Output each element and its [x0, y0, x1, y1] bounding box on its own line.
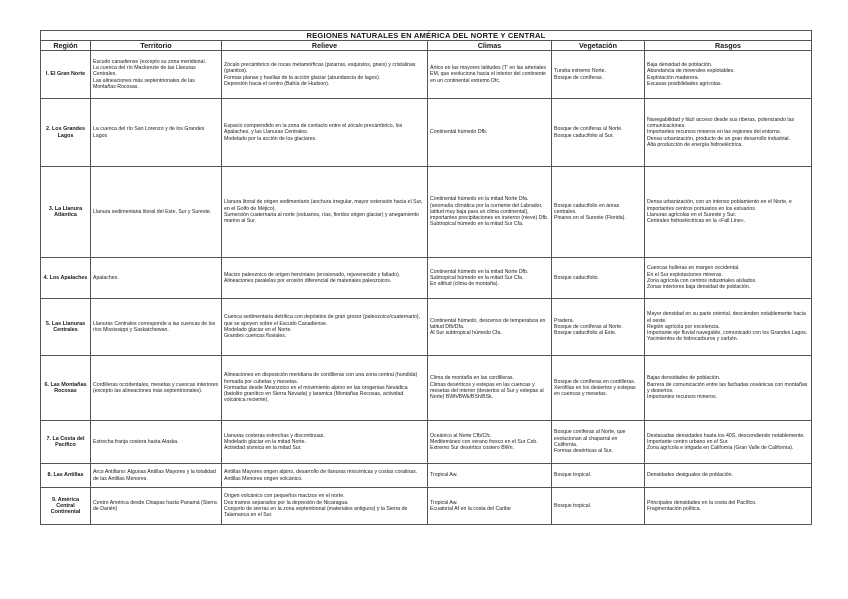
rasgos-cell: [645, 258, 812, 299]
relieve-line: Alineaciones paralelas por erosión diferencial de materiales paleozoicos.: [224, 278, 392, 284]
climas-cell: [428, 356, 552, 421]
territorio-line: Apalaches.: [93, 274, 119, 281]
climas-line: Tropical Aw.: [430, 472, 458, 479]
relieve-line: Antillas Menores origen volcánico.: [224, 475, 303, 482]
table-row: [41, 299, 812, 356]
region-cell: 2. Los Grandes Lagos: [41, 99, 91, 167]
rasgos-line: Cuencas hulleras en margen occidental.: [647, 265, 740, 272]
rasgos-line: Fragmentación política.: [647, 506, 701, 512]
header-relieve: Relieve: [222, 41, 428, 51]
climas-cell: [428, 421, 552, 464]
table-title: REGIONES NATURALES EN AMÉRICA DEL NORTE Y CENTRAL: [41, 31, 812, 41]
climas-line: Tropical Aw.: [430, 499, 458, 506]
rasgos-line: Importante eje fluvial navegable, comunicado con los Grandes Lagos.: [647, 330, 808, 337]
relieve-cell: [222, 488, 428, 525]
climas-cell: [428, 299, 552, 356]
territorio-line: Las alineaciones más septentrionales de las Montañas Rocosas.: [93, 77, 195, 90]
rasgos-line: Densa urbanización, producto de un gran desarrollo industrial.: [647, 135, 791, 142]
relieve-cell: [222, 51, 428, 99]
rasgos-cell: [645, 299, 812, 356]
climas-line: Continental húmedo, descenso de temperatura en latitud Dfb/Dfa.: [430, 317, 546, 330]
vegetacion-line: Pinares en el Sureste (Florida).: [554, 215, 626, 222]
rasgos-cell: [645, 51, 812, 99]
territorio-line: Llanuras Centrales corresponde a las cuencas de los ríos Mississippi y Saskatchewan.: [93, 320, 216, 333]
rasgos-cell: [645, 356, 812, 421]
relieve-cell: [222, 356, 428, 421]
climas-line: En altitud (clima de montaña).: [430, 281, 499, 288]
table-row: [41, 51, 812, 99]
territorio-cell: [91, 299, 222, 356]
relieve-line: Dos tramos separados por la depresión de Nicaragua.: [224, 499, 349, 506]
table-row: [41, 99, 812, 167]
relieve-line: Origen volcánico con pequeños macizos en el norte.: [224, 493, 345, 500]
table-body: [41, 51, 812, 525]
territorio-cell: [91, 99, 222, 167]
territorio-line: La cuenca del río Mackenzie de las Llanuras Centrales.: [93, 65, 196, 78]
territorio-cell: [91, 167, 222, 258]
relieve-line: Grandes cuencas fluviales.: [224, 333, 287, 340]
rasgos-line: Yacimientos de hidrocarburos y carbón.: [647, 336, 739, 343]
relieve-cell: [222, 167, 428, 258]
relieve-line: Depresión hacia el centro (Bahía de Hudson).: [224, 80, 330, 87]
rasgos-line: Navegabilidad y fácil acceso desde sus riberas, potenciando las comunicaciones.: [647, 116, 795, 130]
table-row: [41, 258, 812, 299]
vegetacion-line: Bosque tropical.: [554, 502, 592, 509]
territorio-line: Cordilleras occidentales, mesetas y cuencas interiores (excepto las alineaciones más septentrionales).: [93, 381, 219, 394]
table-row: [41, 488, 812, 525]
relieve-cell: [222, 299, 428, 356]
climas-cell: [428, 258, 552, 299]
header-region: Región: [41, 41, 91, 51]
vegetacion-line: Bosque caducifolio al Este.: [554, 330, 617, 337]
relieve-cell: [222, 258, 428, 299]
territorio-line: Llanura sedimentaria litoral del Este, Sur y Sureste.: [93, 208, 212, 215]
vegetacion-line: Xerófilas en los desiertos y estepas en cuencas y mesetas.: [554, 384, 636, 398]
rasgos-line: Densa urbanización, con un intenso poblamiento en el Norte, e importantes centros portuarios en los estuarios.: [647, 199, 792, 212]
territorio-line: Escudo canadiense (excepto su zona meridional.: [93, 58, 207, 65]
relieve-line: Antillas Mayores origen alpino, desarrollo de llanuras miocénicas y costas coralinas.: [224, 469, 418, 476]
territorio-cell: [91, 464, 222, 488]
climas-line: Continental húmedo en la mitad Norte Dfa.: [430, 196, 529, 203]
region-cell: 5. Las Llanuras Centrales: [41, 299, 91, 356]
rasgos-line: Zona agrícola e irrigada en California (Gran Valle de California).: [647, 445, 794, 452]
region-cell: 4. Los Apalaches: [41, 258, 91, 299]
rasgos-line: Importantes recursos mineros.: [647, 394, 718, 401]
territorio-cell: [91, 488, 222, 525]
rasgos-line: Región agrícola por excelencia.: [647, 323, 720, 330]
rasgos-line: Importante centro urbano en el Sur.: [647, 438, 729, 445]
relieve-line: Modelado por la acción de los glaciares.: [224, 135, 317, 142]
climas-line: Mediterráneo con verano fresco en el Sur Csb.: [430, 438, 538, 445]
region-cell: 8. Las Antillas: [41, 464, 91, 488]
climas-cell: [428, 167, 552, 258]
vegetacion-line: Bosque coníferas al Norte, que evolucionan al chaparral en California.: [554, 429, 626, 448]
vegetacion-cell: [552, 299, 645, 356]
rasgos-line: Escasas posibilidades agrícolas.: [647, 80, 722, 87]
climas-cell: [428, 51, 552, 99]
vegetacion-cell: [552, 464, 645, 488]
rasgos-line: Destacadas densidades hasta los 40S, descendiendo notablemente.: [647, 432, 805, 439]
rasgos-line: Explotación maderera.: [647, 74, 699, 81]
vegetacion-cell: [552, 99, 645, 167]
rasgos-line: Principales densidades en la costa del Pacífico.: [647, 499, 757, 506]
rasgos-line: Importantes recursos mineros en las regiones del entorno.: [647, 129, 782, 136]
relieve-line: Cuenca sedimentaria detrítica con depósitos de gran grosor (paleozoico/cuaternario), que se apoyen sobre el Escudo Canadiense.: [224, 314, 421, 327]
header-climas: Climas: [428, 41, 552, 51]
rasgos-line: Llanuras agrícolas en el Sureste y Sur.: [647, 212, 737, 218]
rasgos-line: En el Sur explotaciones mineras.: [647, 271, 723, 278]
climas-line: Climas desérticos y estepas en las cuencas y mesetas del interior (desiertos al Sur y estepas al Norte) BWh/BWk/BSh/BSk.: [430, 381, 544, 401]
territorio-cell: [91, 51, 222, 99]
header-rasgos: Rasgos: [645, 41, 812, 51]
relieve-line: Llanuras costeras estrechas y discontinuas.: [224, 432, 325, 439]
climas-line: Subtropical húmedo en la mitad Sur Cfa.: [430, 221, 524, 228]
climas-line: Extremo Sur desértico costero BWn.: [430, 445, 514, 452]
vegetacion-line: Bosque de coníferas al Norte.: [554, 323, 623, 330]
territorio-cell: [91, 421, 222, 464]
relieve-cell: [222, 99, 428, 167]
vegetacion-line: Pradera.: [554, 317, 574, 324]
table-row: [41, 464, 812, 488]
vegetacion-line: Tundra extremo Norte.: [554, 68, 606, 75]
rasgos-line: Alta producción de energía hidroeléctrica.: [647, 141, 743, 148]
rasgos-line: Centrales hidroeléctricas en la «Fall Line».: [647, 218, 746, 225]
regions-table: [40, 30, 812, 525]
region-cell: 7. La Costa del Pacífico: [41, 421, 91, 464]
rasgos-cell: [645, 167, 812, 258]
vegetacion-line: Bosque tropical.: [554, 472, 592, 479]
rasgos-line: Zonas interiores baja densidad de población.: [647, 284, 751, 291]
climas-line: Continental húmedo en la mitad Norte Dfb.: [430, 268, 529, 275]
relieve-line: Formadas desde Mesozoico en el movimiento alpino en las orogenias Nevádica (batolito granítico en Sierra Nevada) y laramica (Montañas Rocosas, actividad volcánica reciente).: [224, 384, 408, 404]
territorio-line: La cuenca del río San Lorenzo y de los Grandes Lagos: [93, 126, 205, 139]
vegetacion-cell: [552, 51, 645, 99]
climas-line: Ecuatorial Af en la costa del Caribe: [430, 506, 511, 512]
climas-cell: [428, 99, 552, 167]
table-row: [41, 356, 812, 421]
rasgos-line: Densidades desiguales de población.: [647, 472, 733, 479]
relieve-line: Macizo paleozoico de origen herciniano (erosionado, rejuvenecido y fallado).: [224, 271, 401, 278]
relieve-line: Modelado glaciar en la mitad Norte.: [224, 438, 306, 445]
rasgos-cell: [645, 99, 812, 167]
vegetacion-line: Bosque de coníferas.: [554, 74, 604, 81]
rasgos-cell: [645, 421, 812, 464]
vegetacion-line: Bosque caducifolio en áreas centrales.: [554, 202, 620, 215]
region-cell: 9. América Central Continental: [41, 488, 91, 525]
relieve-line: Alineaciones en disposición meridiana de cordilleras con una zona central (hundida) formada por cubetas y mesetas.: [224, 372, 418, 385]
vegetacion-cell: [552, 258, 645, 299]
climas-line: (anomalía climática por la corriente del Labrador, latitud muy baja para un clima continental), importantes precipitaciones en invierno (nieve) Dfb.: [430, 202, 549, 222]
relieve-line: Espacio comprendido en la zona de contacto entre el zócalo precámbrico, los Apalaches, y las Llanuras Centrales.: [224, 123, 403, 136]
vegetacion-line: Bosque caducifolio.: [554, 274, 599, 281]
vegetacion-cell: [552, 167, 645, 258]
relieve-cell: [222, 464, 428, 488]
rasgos-cell: [645, 488, 812, 525]
vegetacion-cell: [552, 421, 645, 464]
climas-line: Clima de montaña en las cordilleras.: [430, 375, 514, 382]
header-territorio: Territorio: [91, 41, 222, 51]
region-cell: 3. La Llanura Atlántica: [41, 167, 91, 258]
rasgos-cell: [645, 464, 812, 488]
vegetacion-line: Formas desérticas al Sur.: [554, 448, 613, 455]
rasgos-line: Barrera de comunicación entre las fachadas oceánicas con montañas y desiertos.: [647, 381, 808, 394]
table-row: [41, 167, 812, 258]
rasgos-line: Zona agrícola con centros industriales aislados.: [647, 278, 757, 284]
header-vegetacion: Vegetación: [552, 41, 645, 51]
relieve-line: Conjunto de sierras en la zona septentrional (materiales antiguos) y la Sierra de Talamanca en el Sur.: [224, 506, 408, 519]
region-cell: I. El Gran Norte: [41, 51, 91, 99]
rasgos-line: Mayor densidad en su parte oriental, descienden notablemente hacia el oeste.: [647, 311, 806, 324]
territorio-line: Estrecha franja costera hasta Alaska.: [93, 438, 179, 445]
relieve-line: Sumersión cuaternaria al norte (estuarios, rías, fiordos origen glaciar) y anegamiento marino al Sur.: [224, 212, 419, 225]
relieve-line: Llanura litoral de origen sedimentario (anchura irregular, mayor extensión hacia el Sur, en el Golfo de Méjico).: [224, 199, 423, 212]
climas-cell: [428, 464, 552, 488]
vegetacion-cell: [552, 488, 645, 525]
vegetacion-line: Bosque de coníferas al Norte.: [554, 126, 623, 133]
climas-line: Ártico en las mayores latitudes (T' en las arteriales EM, que evoluciona hacia el interior del continente en un continental extremo Dfc.: [430, 65, 547, 84]
vegetacion-cell: [552, 356, 645, 421]
territorio-cell: [91, 356, 222, 421]
climas-line: Subtropical húmedo en la mitad Sur Cfa.: [430, 274, 524, 281]
relieve-cell: [222, 421, 428, 464]
rasgos-line: Baja densidad de población.: [647, 61, 713, 68]
territorio-line: Centro América desde Chiapas hasta Panamá (Sierra de Darién): [93, 499, 217, 512]
region-cell: 6. Las Montañas Rocosas: [41, 356, 91, 421]
vegetacion-line: Bosque de coníferas en cordilleras.: [554, 378, 636, 385]
rasgos-line: Bajas densidades de población.: [647, 375, 721, 382]
climas-line: Continental húmedo Dfb.: [430, 129, 488, 136]
climas-line: Oceánico al Norte Cfb/Cfc.: [430, 432, 492, 439]
relieve-line: Zócalo precámbrico de rocas metamórficas (pizarras, esquistos, gneis) y cristalinas (granitos).: [224, 61, 416, 75]
relieve-line: Actividad sísmica en la mitad Sur.: [224, 445, 302, 452]
table-row: [41, 421, 812, 464]
relieve-line: Formas planas y huellas de la acción glaciar (abundancia de lagos).: [224, 74, 381, 81]
rasgos-line: Abundancia de minerales explotables.: [647, 68, 735, 75]
climas-cell: [428, 488, 552, 525]
vegetacion-line: Bosque caducifolio al Sur.: [554, 132, 614, 139]
territorio-line: Arco Antillano: Algunas Antillas Mayores y la totalidad de las Antillas Menores.: [93, 469, 216, 482]
relieve-line: Modelado glaciar en el Norte.: [224, 327, 292, 333]
territorio-cell: [91, 258, 222, 299]
document-page: [40, 30, 811, 525]
climas-line: Al Sur subtropical húmedo Cfa.: [430, 330, 502, 337]
